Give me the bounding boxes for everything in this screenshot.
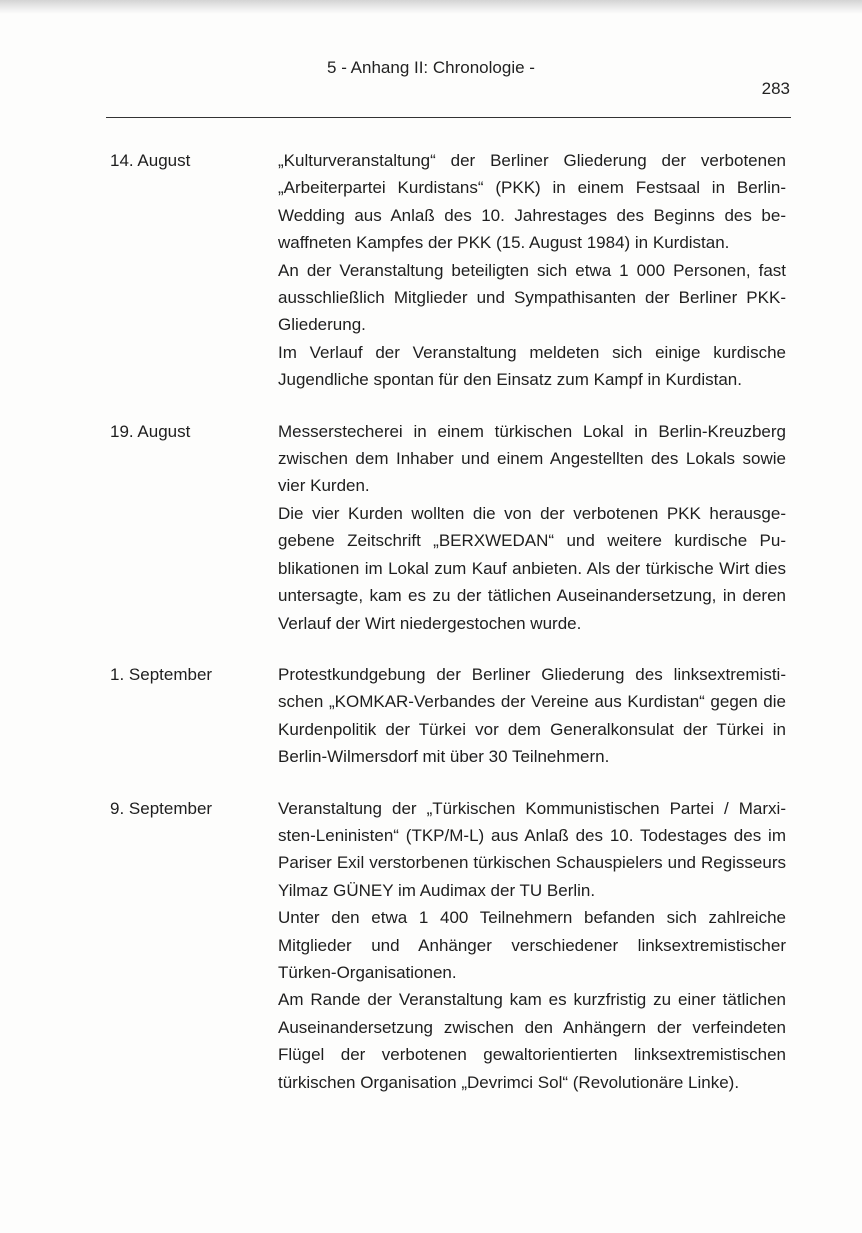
chronology-entry (0, 147, 862, 394)
entry-paragraph: Veranstaltung der „Türkischen Kommunistischen Partei / Marxisten-Leninisten“ (TKP/M-L) aus Anlaß des 10. Todestages des im Pariser Exil verstorbenen türkischen Schauspielers und Regisseurs Yilmaz GÜNEY im Audimax der TU Berlin. (278, 798, 786, 900)
chronology-entry (0, 418, 862, 637)
entry-paragraph: „Kulturveranstaltung“ der Berliner Gliederung der verbotenen „Arbeiterpartei Kurdistans“ (PKK) in einem Festsaal in Berlin-Wedding aus Anlaß des 10. Jahrestages des Beginns des bewaffneten Kampfes der PKK (15. August 1984) in Kurdistan. (278, 151, 786, 253)
entry-text (278, 418, 786, 637)
scan-edge (0, 0, 862, 14)
entry-paragraph: Die vier Kurden wollten die von der verbotenen PKK herausgegebene Zeitschrift „BERXWEDAN“ und weitere kurdische Publikationen im Lokal zum Kauf anbieten. Als der türkische Wirt dies untersagte, kam es zu der tätlichen Auseinandersetzung, in deren Verlauf der Wirt niedergestochen wurde. (278, 503, 786, 633)
entry-date: 19. August (110, 421, 191, 441)
entry-paragraph: An der Veranstaltung beteiligten sich etwa 1 000 Personen, fast ausschließlich Mitglieder und Sympathisanten der Berliner PKK-Gliederung. (278, 260, 786, 335)
entry-paragraph: Unter den etwa 1 400 Teilnehmern befanden sich zahlreiche Mitglieder und Anhänger verschiedener linksextremistischer Türken-Organisationen. (278, 908, 786, 982)
entry-text (278, 661, 786, 771)
chronology-entry (0, 795, 862, 1096)
header-divider (106, 117, 791, 118)
chronology-entries (0, 147, 862, 1120)
entry-paragraph: Protestkundgebung der Berliner Gliederung des linksextremistischen „KOMKAR-Verbandes der Vereine aus Kurdistan“ gegen die Kurdenpolitik der Türkei vor dem Generalkonsulat der Türkei in Berlin-Wilmersdorf mit über 30 Teilnehmern. (278, 664, 786, 767)
entry-paragraph: Messerstecherei in einem türkischen Lokal in Berlin-Kreuzberg zwischen dem Inhaber und einem Angestellten des Lokals sowie vier Kurden. (278, 421, 786, 496)
page-number: 283 (761, 79, 790, 98)
entry-date: 1. September (110, 664, 213, 684)
entry-paragraph: Am Rande der Veranstaltung kam es kurzfristig zu einer tätlichen Auseinandersetzung zwischen den Anhängern der verfeindeten Flügel der verbotenen gewaltorientierten linksextremistischen türkischen Organisation „Devrimci Sol“ (Revolutionäre Linke). (278, 990, 786, 1092)
entry-date: 9. September (110, 798, 213, 818)
running-header: 5 - Anhang II: Chronologie - (327, 58, 535, 77)
entry-text (278, 147, 786, 394)
entry-date: 14. August (110, 151, 191, 170)
chronology-entry (0, 661, 862, 771)
entry-paragraph: Im Verlauf der Veranstaltung meldeten sich einige kurdische Jugendliche spontan für den Einsatz zum Kampf in Kurdistan. (278, 342, 786, 390)
entry-text (278, 795, 786, 1096)
